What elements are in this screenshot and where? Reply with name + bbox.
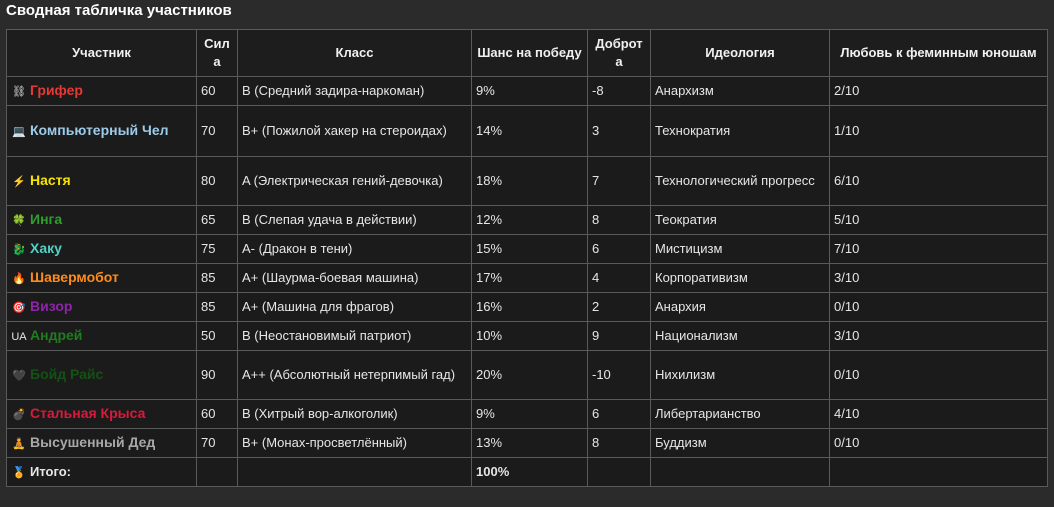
ideology-cell: Анархизм [651,77,830,106]
medal-icon: 🏅 [12,466,26,479]
participant-name: Андрей [30,327,83,343]
participant-name: Бойд Райс [30,366,104,382]
table-row [7,235,1048,264]
strength-cell: 70 [197,429,238,458]
strength-cell: 70 [197,106,238,157]
ideology-cell: Технологический прогресс [651,157,830,206]
chance-cell: 9% [472,400,588,429]
participant-name: Настя [30,172,71,188]
participant-icon: 🍀 [12,215,26,227]
strength-cell: 60 [197,400,238,429]
participant-icon: 🖤 [12,370,26,382]
strength-cell: 50 [197,322,238,351]
class-cell: B (Слепая удача в действии) [238,206,472,235]
kindness-cell: 7 [588,157,651,206]
table-row [7,351,1048,400]
header-kindness: Доброт а [588,30,651,77]
strength-cell: 90 [197,351,238,400]
strength-cell: 80 [197,157,238,206]
love-cell: 0/10 [830,429,1048,458]
ideology-cell: Технократия [651,106,830,157]
participant-name: Компьютерный Чел [30,122,169,138]
kindness-cell: -8 [588,77,651,106]
header-love: Любовь к феминным юношам [830,30,1048,77]
participant-name: Инга [30,211,63,227]
table-row [7,206,1048,235]
ideology-cell: Анархия [651,293,830,322]
participant-cell [7,264,197,293]
class-cell: A+ (Шаурма-боевая машина) [238,264,472,293]
total-row [7,458,1048,487]
participant-icon: ⚡ [12,176,26,188]
participant-cell [7,400,197,429]
participant-cell [7,206,197,235]
participant-name: Стальная Крыса [30,405,146,421]
chance-cell: 13% [472,429,588,458]
love-cell: 1/10 [830,106,1048,157]
ideology-cell: Нихилизм [651,351,830,400]
love-cell: 3/10 [830,264,1048,293]
class-cell: B+ (Пожилой хакер на стероидах) [238,106,472,157]
total-class-cell [238,458,472,487]
participant-icon: 💻 [12,126,26,138]
strength-cell: 60 [197,77,238,106]
class-cell: A- (Дракон в тени) [238,235,472,264]
chance-cell: 9% [472,77,588,106]
love-cell: 3/10 [830,322,1048,351]
kindness-cell: 2 [588,293,651,322]
chance-cell: 20% [472,351,588,400]
participant-name: Хаку [30,240,62,256]
header-strength: Сил а [197,30,238,77]
ideology-cell: Буддизм [651,429,830,458]
ideology-cell: Теократия [651,206,830,235]
kindness-cell: -10 [588,351,651,400]
love-cell: 0/10 [830,293,1048,322]
kindness-cell: 4 [588,264,651,293]
love-cell: 5/10 [830,206,1048,235]
chance-cell: 12% [472,206,588,235]
chance-cell: 15% [472,235,588,264]
header-chance: Шанс на победу [472,30,588,77]
love-cell: 2/10 [830,77,1048,106]
strength-cell: 85 [197,293,238,322]
participant-icon: 🎯 [12,302,26,314]
class-cell: A++ (Абсолютный нетерпимый гад) [238,351,472,400]
participant-cell [7,157,197,206]
participant-cell [7,293,197,322]
participant-icon: 💣 [12,409,26,421]
participant-name: Шавермобот [30,269,119,285]
table-row [7,400,1048,429]
table-row [7,264,1048,293]
participant-cell [7,77,197,106]
participant-icon: 🔥 [12,273,26,285]
kindness-cell: 8 [588,429,651,458]
class-cell: B+ (Монах-просветлённый) [238,429,472,458]
table-row [7,293,1048,322]
participant-cell [7,351,197,400]
table-row [7,106,1048,157]
strength-cell: 65 [197,206,238,235]
ideology-cell: Корпоративизм [651,264,830,293]
header-class: Класс [238,30,472,77]
header-participant: Участник [7,30,197,77]
love-cell: 0/10 [830,351,1048,400]
participant-icon: 🐉 [12,244,26,256]
kindness-cell: 6 [588,400,651,429]
love-cell: 6/10 [830,157,1048,206]
class-cell: A+ (Машина для фрагов) [238,293,472,322]
participant-cell [7,322,197,351]
ideology-cell: Мистицизм [651,235,830,264]
total-kindness-cell [588,458,651,487]
love-cell: 7/10 [830,235,1048,264]
kindness-cell: 9 [588,322,651,351]
chance-cell: 14% [472,106,588,157]
class-cell: B (Неостановимый патриот) [238,322,472,351]
participant-icon: 🧘 [12,438,26,450]
total-label: Итого: [30,463,71,479]
kindness-cell: 8 [588,206,651,235]
ideology-cell: Национализм [651,322,830,351]
total-strength-cell [197,458,238,487]
table-row [7,429,1048,458]
strength-cell: 85 [197,264,238,293]
participant-cell [7,429,197,458]
total-love-cell [830,458,1048,487]
strength-cell: 75 [197,235,238,264]
participant-name: Визор [30,298,73,314]
header-ideology: Идеология [651,30,830,77]
class-cell: B (Хитрый вор-алкоголик) [238,400,472,429]
class-cell: B (Средний задира-наркоман) [238,77,472,106]
total-chance-cell: 100% [472,458,588,487]
participant-cell [7,106,197,157]
kindness-cell: 3 [588,106,651,157]
table-row [7,77,1048,106]
total-label-cell [7,458,197,487]
love-cell: 4/10 [830,400,1048,429]
participant-icon: ⛓ [12,86,26,98]
chance-cell: 18% [472,157,588,206]
chance-cell: 10% [472,322,588,351]
ideology-cell: Либертарианство [651,400,830,429]
total-ideology-cell [651,458,830,487]
table-row [7,157,1048,206]
class-cell: A (Электрическая гений-девочка) [238,157,472,206]
participant-name: Высушенный Дед [30,434,156,450]
participant-icon: UA [11,331,27,343]
participant-name: Грифер [30,82,83,98]
chance-cell: 16% [472,293,588,322]
kindness-cell: 6 [588,235,651,264]
table-row [7,322,1048,351]
participants-table [6,29,1048,487]
page-title: Сводная табличка участников [6,2,232,19]
participant-cell [7,235,197,264]
table-header-row [7,30,1048,77]
chance-cell: 17% [472,264,588,293]
